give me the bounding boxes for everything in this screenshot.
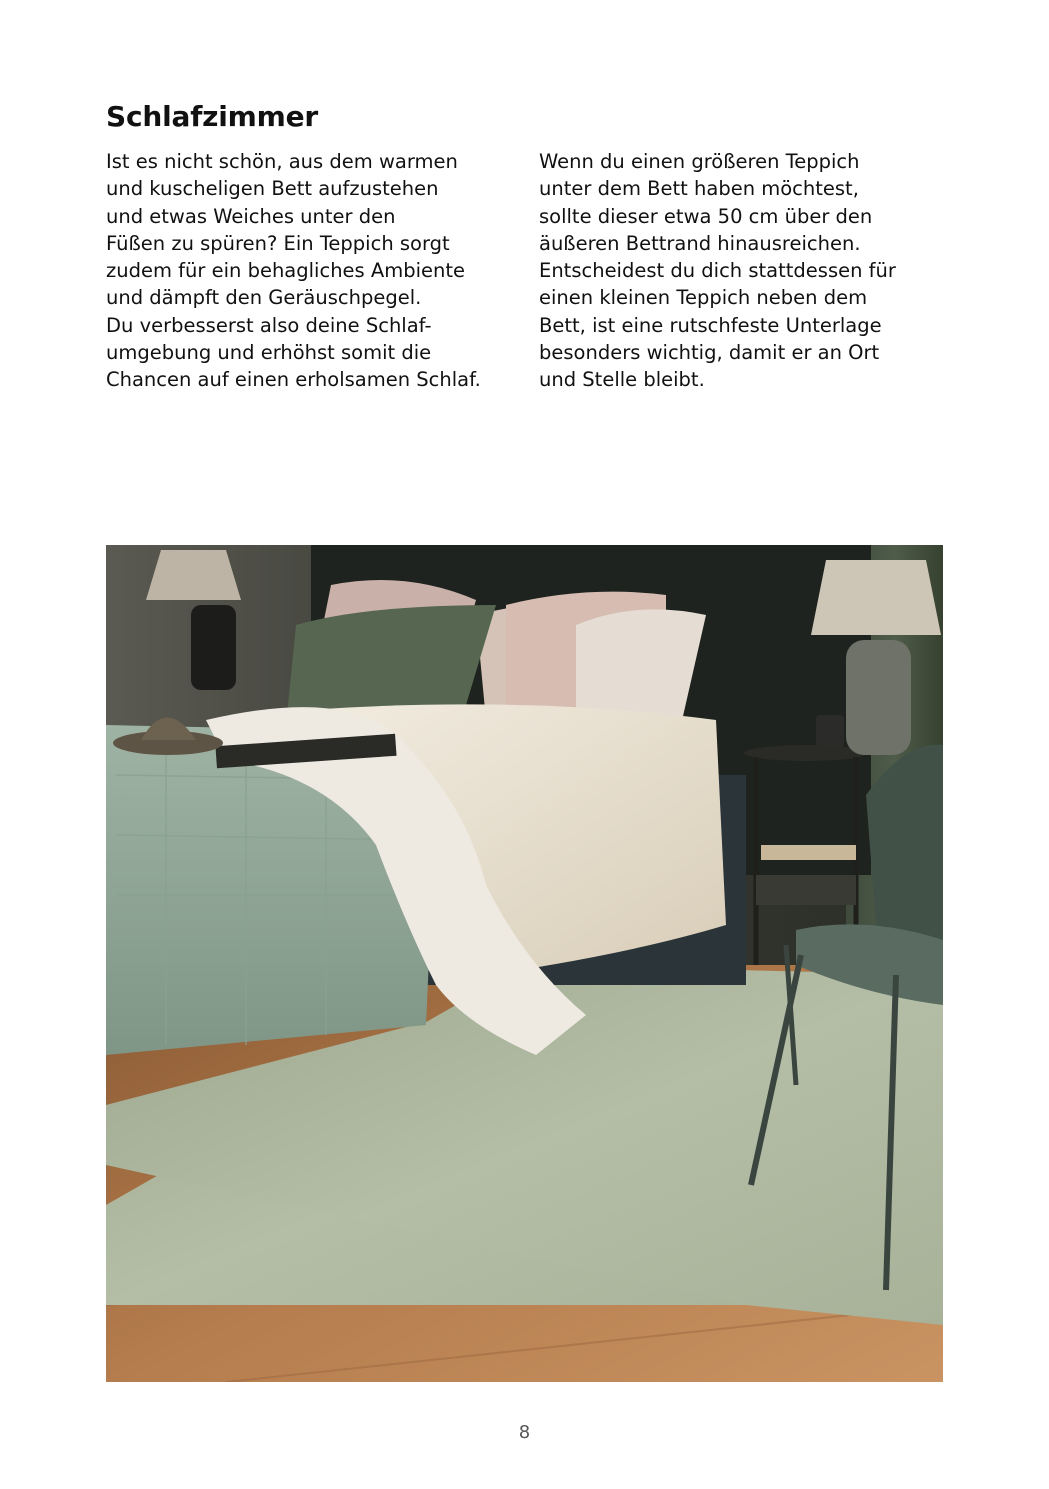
page-number: 8: [518, 1422, 531, 1443]
text-line: und Stelle bleibt.: [539, 368, 705, 392]
text-line: äußeren Bettrand hinausreichen.: [539, 231, 861, 255]
text-line: Du verbesserst also deine Schlaf-: [106, 313, 432, 337]
bedroom-photo: [106, 545, 943, 1382]
text-line: zudem für ein behagliches Ambiente: [106, 259, 466, 283]
text-line: Chancen auf einen erholsamen Schlaf.: [106, 368, 481, 392]
text-line: und etwas Weiches unter den: [106, 204, 396, 228]
text-line: Füßen zu spüren? Ein Teppich sorgt: [106, 231, 450, 255]
text-line: und dämpft den Geräuschpegel.: [106, 286, 422, 310]
text-line: Wenn du einen größeren Teppich: [539, 150, 860, 173]
text-column-right: [539, 148, 959, 394]
text-line: unter dem Bett haben möchtest,: [539, 177, 859, 201]
text-line: umgebung und erhöhst somit die: [106, 341, 432, 365]
text-line: sollte dieser etwa 50 cm über den: [539, 204, 873, 228]
text-line: Ist es nicht schön, aus dem warmen: [106, 150, 458, 173]
text-line: und kuscheligen Bett aufzustehen: [106, 177, 439, 201]
text-line: einen kleinen Teppich neben dem: [539, 286, 868, 310]
text-line: Entscheidest du dich stattdessen für: [539, 259, 896, 283]
text-column-left: [106, 148, 526, 394]
page-heading: Schlafzimmer: [106, 100, 319, 133]
text-line: Bett, ist eine rutschfeste Unterlage: [539, 313, 882, 337]
text-line: besonders wichtig, damit er an Ort: [539, 341, 880, 365]
